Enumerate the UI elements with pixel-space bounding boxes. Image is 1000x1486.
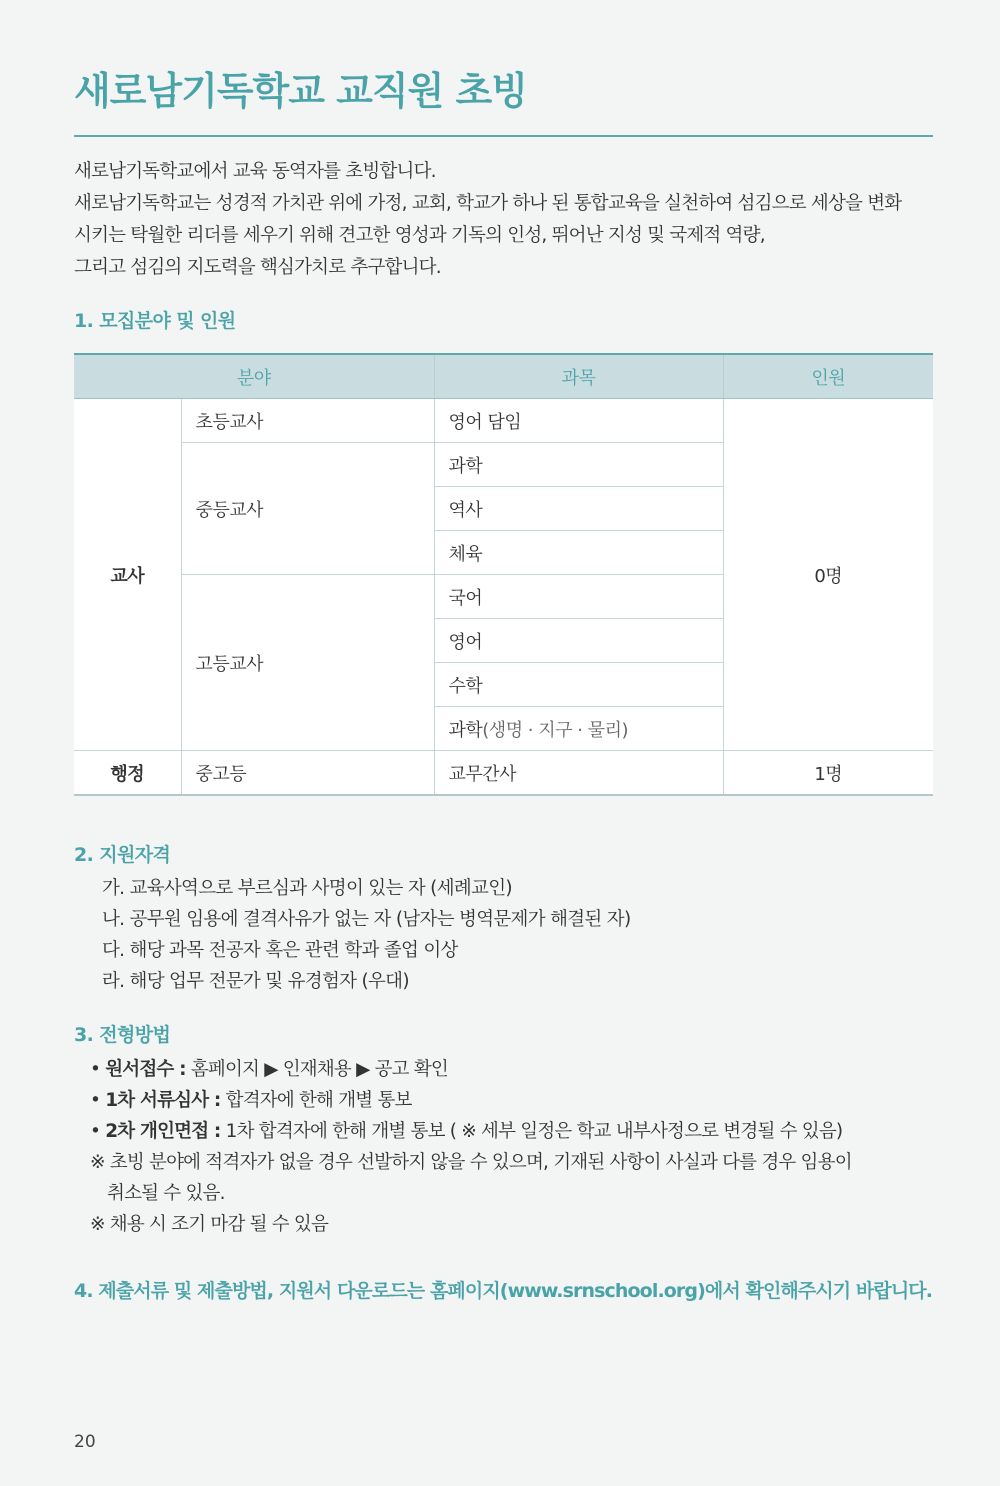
table-row: [74, 751, 933, 796]
intro-line: 시키는 탁월한 리더를 세우기 위해 견고한 영성과 기독의 인성, 뛰어난 지성 및 국제적 역량,: [74, 225, 765, 246]
list-item: [90, 1116, 852, 1147]
bullet: •: [90, 1090, 101, 1111]
title-divider: [74, 135, 933, 137]
page-number: 20: [74, 1432, 96, 1452]
list-item: [90, 1054, 852, 1085]
subject-cell: 체육: [434, 531, 723, 575]
step-label: 2차 개인면접 :: [105, 1121, 221, 1142]
list-item: 라. 해당 업무 전문가 및 유경험자 (우대): [102, 971, 409, 992]
count-teacher: 0명: [723, 399, 933, 751]
table-header-row: [74, 354, 933, 399]
header-field: 분야: [74, 354, 434, 399]
section1-title: 1. 모집분야 및 인원: [74, 310, 236, 332]
level-middle: 중등교사: [181, 443, 434, 575]
step-text: 합격자에 한해 개별 통보: [225, 1090, 412, 1111]
header-count: 인원: [723, 354, 933, 399]
step-label: 1차 서류심사 :: [105, 1090, 221, 1111]
header-subject: 과목: [434, 354, 723, 399]
bullet: •: [90, 1121, 101, 1142]
intro-line: 그리고 섬김의 지도력을 핵심가치로 추구합니다.: [74, 257, 441, 278]
subject-admin: 교무간사: [434, 751, 723, 796]
level-admin: 중고등: [181, 751, 434, 796]
step-label: 원서접수 :: [105, 1059, 186, 1080]
count-admin: 1명: [723, 751, 933, 796]
subject-cell: [434, 707, 723, 751]
step-text: 1차 합격자에 한해 개별 통보 ( ※ 세부 일정은 학교 내부사정으로 변경될 수 있음): [225, 1121, 843, 1142]
page-title: 새로남기독학교 교직원 초빙: [74, 69, 527, 113]
subject-cell: 과학: [434, 443, 723, 487]
category-teacher: 교사: [74, 399, 181, 751]
bullet: •: [90, 1059, 101, 1080]
level-elementary: 초등교사: [181, 399, 434, 443]
section4-title: 4. 제출서류 및 제출방법, 지원서 다운로드는 홈페이지(www.srnschool.org)에서 확인해주시기 바랍니다.: [74, 1280, 933, 1302]
intro-line: 새로남기독학교에서 교육 동역자를 초빙합니다.: [74, 161, 436, 182]
category-admin: 행정: [74, 751, 181, 796]
intro-paragraph: [74, 156, 954, 284]
list-item: 가. 교육사역으로 부르심과 사명이 있는 자 (세례교인): [102, 878, 512, 899]
subject-name: 과학: [448, 719, 483, 741]
note-text: ※ 초빙 분야에 적격자가 없을 경우 선발하지 않을 수 있으며, 기재된 사항이 사실과 다를 경우 임용이: [90, 1152, 852, 1173]
subject-cell: 영어 담임: [434, 399, 723, 443]
note-text: ※ 채용 시 조기 마감 될 수 있음: [90, 1214, 329, 1235]
selection-process: [90, 1054, 852, 1240]
subject-cell: 역사: [434, 487, 723, 531]
level-high: 고등교사: [181, 575, 434, 751]
subject-cell: 수학: [434, 663, 723, 707]
section3-title: 3. 전형방법: [74, 1024, 171, 1046]
qualification-list: [102, 873, 630, 997]
step-text: 홈페이지 ▶ 인재채용 ▶ 공고 확인: [190, 1059, 448, 1080]
list-item: [90, 1085, 852, 1116]
note-text: 취소될 수 있음.: [107, 1183, 225, 1204]
subject-note: (생명 · 지구 · 물리): [482, 719, 628, 741]
list-item: 나. 공무원 임용에 결격사유가 없는 자 (남자는 병역문제가 해결된 자): [102, 909, 631, 930]
subject-cell: 영어: [434, 619, 723, 663]
intro-line: 새로남기독학교는 성경적 가치관 위에 가정, 교회, 학교가 하나 된 통합교육을 실천하여 섬김으로 세상을 변화: [74, 193, 902, 214]
recruitment-table: [74, 353, 933, 796]
table-row: [74, 399, 933, 443]
subject-cell: 국어: [434, 575, 723, 619]
section2-title: 2. 지원자격: [74, 844, 171, 866]
list-item: 다. 해당 과목 전공자 혹은 관련 학과 졸업 이상: [102, 940, 458, 961]
